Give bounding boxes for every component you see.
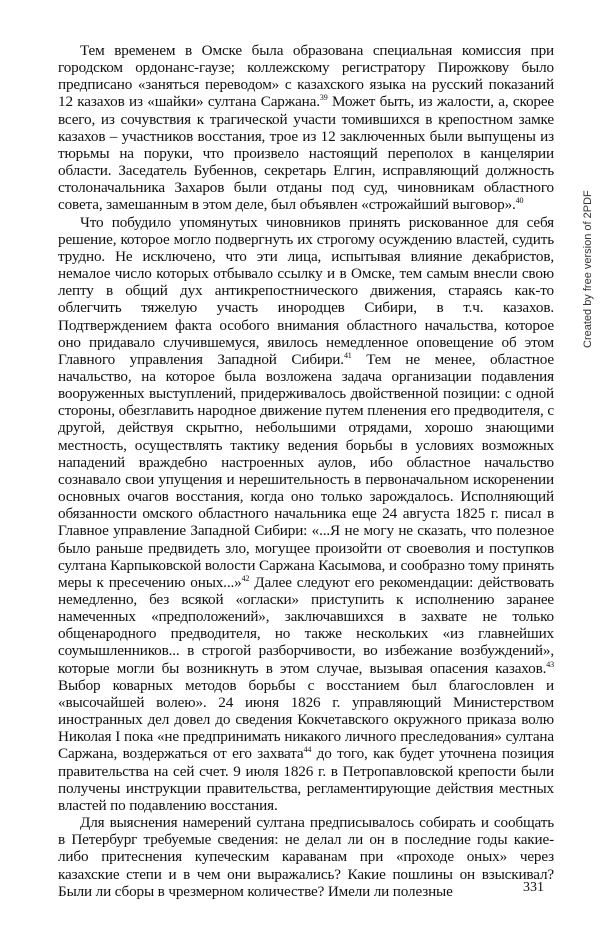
footnote-ref-42: 42 <box>241 573 250 583</box>
footnote-ref-43: 43 <box>546 659 554 669</box>
paragraph-1-text-a: Тем временем в Омске была образована специальная комиссия при городском ордонанс-гаузе; коллежскому регистратору Пирожкову было предписано «заняться переводом» с казахского языка на русский показаний 12 казахов из «шайки» султана Саржана. <box>58 42 554 111</box>
paragraph-2-text-e: до того, как будет уточнена позиция правительства на сей счет. 9 июля 1826 г. в Петропавловской крепости были получены инструкции правительства, регламентирующие действия местных властей по подавлению восстания. <box>58 745 554 814</box>
paragraph-2-text-a: Что побудило упомянутых чиновников принять рискованное для себя решение, которое могло подвергнуть их строгому осуждению властей, судить трудно. Не исключено, что эти лица, испытывая влияние декабристов, немалое число которых отбывало ссылку и в Омске, тем самым внесли свою лепту в общий дух антикрепостнического движения, стараясь как-то облегчить тяжелую участь инородцев Сибири, в т.ч. казахов. Подтверждением факта особого внимания областного начальства, которое оно придавало случившемуся, явилось немедленное оповещение об этом Главного управления Западной Сибири. <box>58 213 554 368</box>
footnote-ref-39: 39 <box>319 93 328 103</box>
paragraph-2-text-c: Далее следуют его рекомендации: действовать немедленно, без всякой «огласки» приступить к исполнению заранее намеченных «предположений», заключавшихся в захвате не только общенародного предводителя, но также нескольких «из главнейших соумышленников... в строгой разборчивости, во избежание возбуждений», которые могли бы возникнуть в этом случае, вызывая опасения казахов. <box>58 573 554 677</box>
body-text <box>58 42 554 900</box>
paragraph-2-text-b: Тем не менее, областное начальство, на которое была возложена задача организации подавления вооруженных выступлений, придерживалось двойственной позиции: с одной стороны, обезглавить народное движение путем пленения его предводителя, с другой, действуя скрытно, небольшими отрядами, хорошо знающими местность, осуществлять тактику ведения борьбы в условиях возможных нападений враждебно настроенных аулов, ибо областное начальство сознавало свои упущения и нерешительность в первоначальном искоренении основных очагов восстания, когда оно только зарождалось. Исполняющий обязанности омского областного начальника еще 24 августа 1825 г. писал в Главное управление Западной Сибири: «...Я не могу не сказать, что полезное было раньше предвидеть зло, могущее произойти от своеволия и поступков султана Карпыковской волости Саржана Касымова, и сообразно тому принять меры к пресечению оных...» <box>58 350 554 591</box>
footnote-ref-41: 41 <box>343 350 352 360</box>
footnote-ref-40: 40 <box>515 196 524 206</box>
page-number: 331 <box>523 880 544 895</box>
paragraph-1-text-b: Может быть, из жалости, а, скорее всего, из сочувствия к трагической участи томившихся в крепостном замке казахов – участников восстания, трое из 12 заключенных были выпущены из тюрьмы на поруки, что произвело настоящий переполох в канцелярии области. Заседатель Бубеннов, секретарь Елгин, исправляющий должность столоначальника Захаров были отданы под суд, чиновникам областного совета, замешанным в этом деле, был объявлен «строжайший выговор». <box>58 93 555 214</box>
watermark: Created by free version of 2PDF <box>582 190 594 348</box>
paragraph-2 <box>58 214 554 814</box>
footnote-ref-44: 44 <box>303 745 312 755</box>
paragraph-1 <box>58 42 554 214</box>
paragraph-3: Для выяснения намерений султана предписывалось собирать и сообщать в Петербург требуемые сведения: не делал ли он в последние годы какие-либо притеснения купеческим караванам при «проходе оных» через казахские степи и в чем они выражались? Какие пошлины он взыскивал? Были ли сборы в чрезмерном количестве? Имели ли полезные <box>58 814 554 900</box>
paragraph-2-text-d: Выбор коварных методов борьбы с восстанием был благословлен и «высочайшей волею». 24 июня 1826 г. управляющий Министерством иностранных дел довел до сведения Кокчетавского окружного приказа волю Николая I пока «не предпринимать никакого личного преследования» султана Саржана, воздержаться от его захвата <box>58 676 554 763</box>
